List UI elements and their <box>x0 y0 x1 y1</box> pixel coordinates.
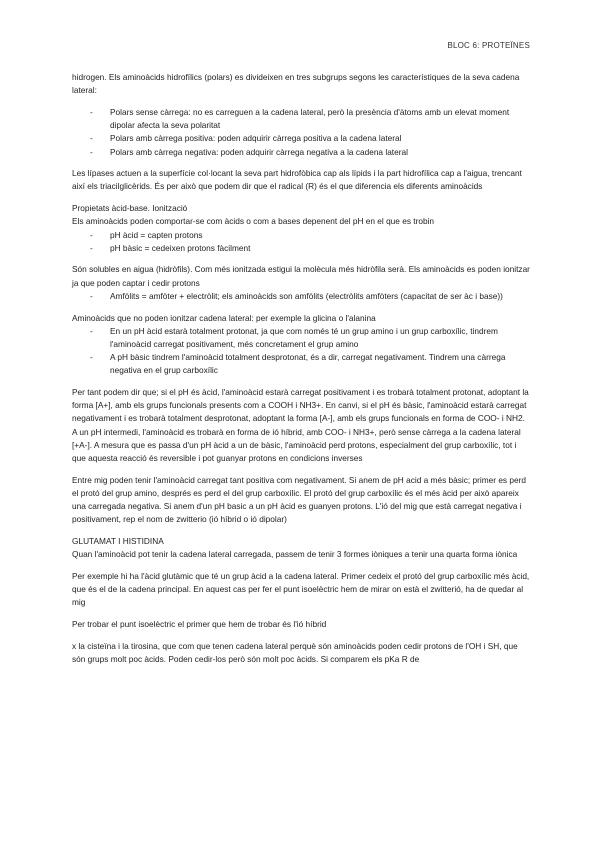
list-item: - Polars sense càrrega: no es carreguen a la cadena lateral, però la presència d'àtoms amb un elevat moment dipolar afecta la seva polaritat <box>90 106 510 131</box>
bullet-list <box>72 325 530 378</box>
page-header: BLOC 6: PROTEÏNES <box>447 41 530 50</box>
bullet-list <box>72 290 530 303</box>
paragraph: Els aminoàcids poden comportar-se com àcids o com a bases depenent del pH en el que es trobin <box>72 216 435 227</box>
section-heading: Propietats àcid-base. Ionització <box>72 203 188 214</box>
paragraph: Són solubles en aigua (hidròfils). Com més ionitzada estigui la molècula més hidròfila serà. Els aminoàcids es poden ionitzar ja que poden captar i cedir protons <box>72 264 530 288</box>
paragraph: Per trobar el punt isoelèctric el primer que hem de trobar és l'ió híbrid <box>72 619 327 630</box>
paragraph: Entre mig poden tenir l'aminoàcid carregat tant positiva com negativament. Si anem de pH acid a més bàsic; primer es perd el protó del grup amino, després es perd el del grup carboxílic. El protó del grup carboxílic és el més àcid per això apareix una carregada negativa. Si anem d'un pH basic a un pH àcid es guanyen protons. L'ió del mig que està carregat negativa i positivament, rep el nom de zwitterio (ió híbrid o ió dipolar) <box>72 474 526 525</box>
list-item: - Polars amb càrrega negativa: poden adquirir càrrega negativa a la cadena lateral <box>90 146 408 157</box>
paragraph: hidrogen. Els aminoàcids hidrofílics (polars) es divideixen en tres subgrups segons les característiques de la seva cadena lateral: <box>72 72 520 96</box>
bullet-list <box>72 229 530 255</box>
list-item: - A pH bàsic tindrem l'aminoàcid totalment desprotonat, és a dir, carregat negativament. Tindrem una càrrega negativa en el grup carboxílic <box>90 352 506 376</box>
bullet-list <box>72 106 530 159</box>
list-item: - Amfòlits = amfòter + electròlit; els aminoàcids son amfòlits (electròlits amfòters (capacitat de ser àc i base)) <box>90 290 503 301</box>
list-item: - En un pH àcid estarà totalment protonat, ja que com només té un grup amino i un grup carboxílic, tindrem l'aminoàcid carregat positivament, més concretament el grup amino <box>90 325 498 349</box>
section-heading: GLUTAMAT I HISTIDINA <box>72 536 164 547</box>
list-item: - pH bàsic = cedeixen protons fàcilment <box>90 242 251 253</box>
document-body <box>72 71 530 675</box>
paragraph: Quan l'aminoàcid pot tenir la cadena lateral carregada, passem de tenir 3 formes iòniques a tenir una quarta forma iònica <box>72 549 518 560</box>
paragraph: Les lípases actuen a la superfície col·locant la seva part hidrofòbica cap als lípids i la part hidrofílica cap a l'aigua, trencant així els triacilglicèrids. És per això que podem dir que el radical (R) és el que diferencia els diferents aminoàcids <box>72 168 522 192</box>
paragraph: x la cisteïna i la tirosina, que com que tenen cadena lateral perquè són aminoàcids poden cedir protons de l'OH i SH, que són grups molt poc àcids. Poden cedir-los però són molt poc àcids. Si comparem els pKa R de <box>72 640 518 665</box>
paragraph: Per tant podem dir que; si el pH és àcid, l'aminoàcid estarà carregat positivament i es trobarà totalment protonat, adoptant la forma [A+], amb els grups funcionals presents com a COOH i NH3+. En canvi, si el pH és bàsic, l'aminoàcid estarà carregat negativament i es trobarà totalment desprotonat, adoptant la forma [A-], amb els grups funcionals en forma de COO- i NH2. A un pH intermedi, l'aminoàcid es trobarà en forma de ió híbrid, amb COO- i NH3+, però sense càrrega a la cadena lateral [+A-]. A mesura que es passa d'un pH àcid a un de bàsic, l'aminoàcid perd protons, especialment del grup carboxílic, tot i que aquesta reacció és reversible i pot guanyar protons en condicions inverses <box>72 387 529 464</box>
list-item: - Polars amb càrrega positiva: poden adquirir càrrega positiva a la cadena lateral <box>90 133 402 144</box>
paragraph: Per exemple hi ha l'àcid glutàmic que té un grup àcid a la cadena lateral. Primer cedeix el protó del grup carboxílic més àcid, que és el de la cadena principal. En aquest cas per fer el punt isoelèctric hem de mirar on està el zwitterió, ha de quedar al mig <box>72 571 530 608</box>
paragraph: Aminoàcids que no poden ionitzar cadena lateral: per exemple la glicina o l'alanina <box>72 312 376 323</box>
list-item: - pH àcid = capten protons <box>90 229 203 240</box>
